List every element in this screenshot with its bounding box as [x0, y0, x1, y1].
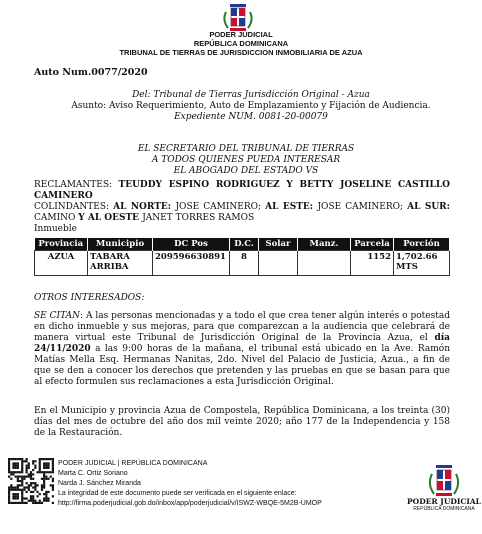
cell-parcela: 1152 [351, 251, 394, 276]
asunto-line: Asunto: Aviso Requerimiento, Auto de Emplazamiento y Fijación de Audiencia. [71, 101, 431, 111]
colindantes-label: COLINDANTES: [34, 202, 114, 212]
closing-paragraph: En el Municipio y provincia Azua de Compostela, República Dominicana, a los treinta (30) días del mes de octubre del año dos mil veinte 2020; año 177 de la Independencia y 158 de la Restauración. [34, 406, 450, 438]
col-dc-pos: DC Pos [153, 238, 230, 251]
cell-solar [259, 251, 298, 276]
reclamantes-names: TEUDDY ESPINO RODRIGUEZ Y BETTY JOSELINE CASTILLO CAMINERO [34, 180, 450, 201]
auto-number: Auto Num.0077/2020 [34, 67, 148, 78]
footer-signer-1: Marta C. Ortiz Soriano [58, 470, 128, 477]
sur-label: AL SUR: [407, 202, 450, 212]
footer-brand-sub: REPÚBLICA DOMINICANA [413, 506, 475, 512]
expediente-line: Expediente NUM. 0081-20-00079 [174, 112, 328, 122]
col-parcela: Parcela [351, 238, 394, 251]
footer-integrity-note: La integridad de este documento puede ser verificada en el siguiente enlace: [58, 490, 297, 497]
oeste-value: JANET TORRES RAMOS [142, 213, 255, 223]
este-label: AL ESTE: [265, 202, 318, 212]
secretario-block [90, 144, 402, 177]
parcel-table-header [35, 238, 450, 251]
footer-verify-link[interactable]: http://firma.poderjudicial.gob.do/inbox/app/poderjudicial/v/ISWZ-WBQE-5M2B-UMOP [58, 500, 322, 507]
col-manzana: Manz. [298, 238, 351, 251]
footer-brand: PODER JUDICIAL [407, 497, 481, 506]
table-row [35, 251, 450, 276]
subject-block [60, 90, 442, 123]
sur-value: CAMINO [34, 213, 79, 223]
footer-signer-2: Narda J. Sánchez Miranda [58, 480, 141, 487]
cell-dc-pos: 209596630891 [153, 251, 230, 276]
claimants-block [34, 180, 450, 235]
col-dc: D.C. [230, 238, 259, 251]
citation-paragraph [34, 311, 450, 388]
header-line-1: PODER JUDICIAL [209, 30, 273, 39]
footer-signature-block [58, 459, 322, 509]
court-header [0, 30, 482, 57]
col-porcion: Porción [394, 238, 450, 251]
cell-manzana [298, 251, 351, 276]
parcel-table [34, 238, 450, 276]
citan-text-2: a las 9:00 horas de la mañana, el tribunal está ubicado en la Ave. Ramón Matías Mella Esq. Hermanas Nanitas, 2do. Nivel del Palacio de Justicia, Azua., a fin de que se den a conocer los derechos que pretenden y las pruebas en que se basan para que al efecto formulen sus reclamaciones a esta Jurisdicción Original. [34, 344, 450, 387]
coat-of-arms-logo [220, 2, 256, 32]
este-value: JOSE CAMINERO; [317, 202, 408, 212]
oeste-label: Y AL OESTE [78, 213, 143, 223]
cell-provincia: AZUA [35, 251, 88, 276]
del-line: Del: Tribunal de Tierras Jurisdicción Original - Azua [132, 90, 370, 100]
inmueble-label: Inmueble [34, 224, 77, 234]
footer-line-1: PODER JUDICIAL | REPÚBLICA DOMINICANA [58, 460, 208, 467]
secretario-line-3: EL ABOGADO DEL ESTADO VS [173, 166, 319, 176]
header-line-3: TRIBUNAL DE TIERRAS DE JURISDICCION INMOBILIARIA DE AZUA [119, 48, 363, 57]
poder-judicial-logo [424, 462, 464, 500]
citan-text-1: : A las personas mencionadas y a todo el que crea tener algún interés o potestad en dicho inmueble y sus mejoras, para que comparezcan a la audiencia que celebrará de manera virtual este Tribunal de Jurisdicción Original de la Provincia Azua, el [34, 311, 450, 343]
secretario-line-1: EL SECRETARIO DEL TRIBUNAL DE TIERRAS [137, 144, 355, 154]
col-provincia: Provincia [35, 238, 88, 251]
col-municipio: Municipio [88, 238, 153, 251]
hearing-date: día 24/11/2020 [34, 333, 450, 354]
citan-label: SE CITAN [34, 311, 80, 321]
cell-dc: 8 [230, 251, 259, 276]
cell-porcion: 1,702.66 MTS [394, 251, 450, 276]
col-solar: Solar [259, 238, 298, 251]
otros-interesados: OTROS INTERESADOS: [34, 293, 145, 303]
secretario-line-2: A TODOS QUIENES PUEDA INTERESAR [151, 155, 341, 165]
qr-code [8, 458, 54, 504]
norte-label: AL NORTE: [113, 202, 176, 212]
norte-value: JOSE CAMINERO; [175, 202, 266, 212]
cell-municipio: TABARA ARRIBA [88, 251, 153, 276]
header-line-2: REPÚBLICA DOMINICANA [193, 39, 289, 48]
reclamantes-label: RECLAMANTES: [34, 180, 119, 190]
